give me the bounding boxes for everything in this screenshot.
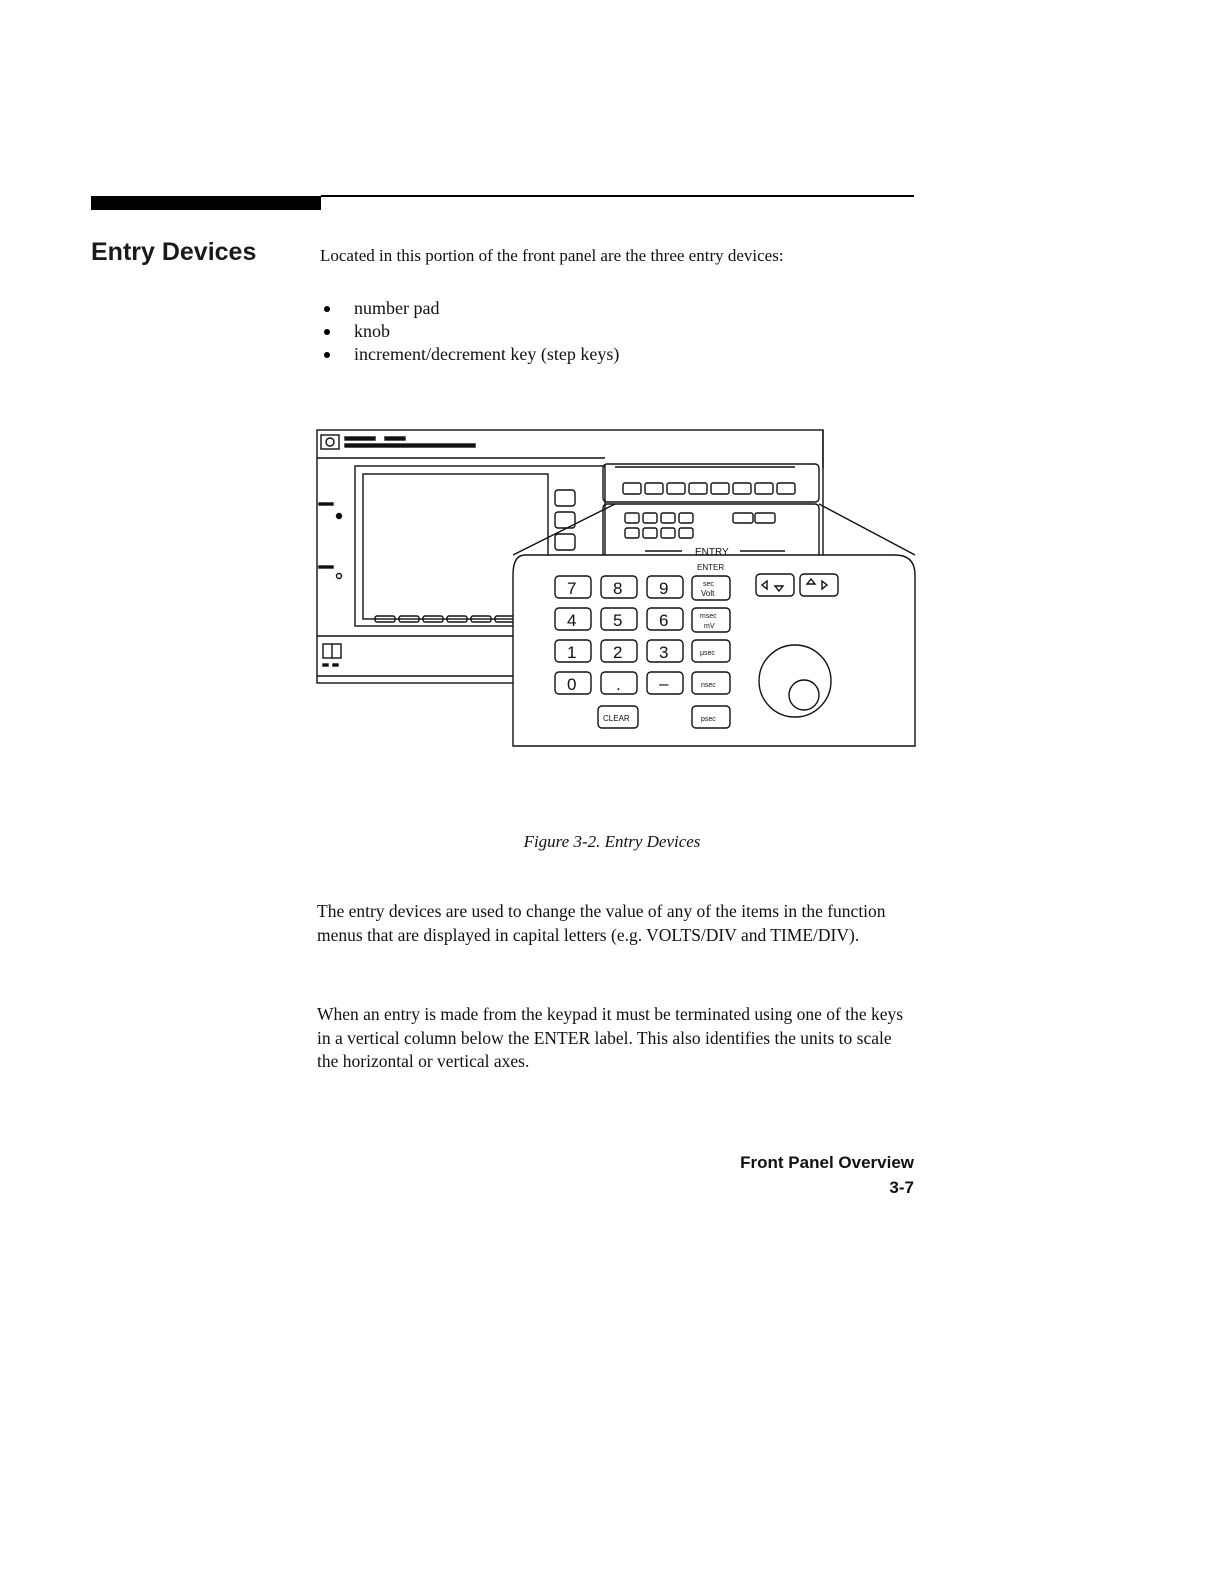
svg-text:–: – xyxy=(659,674,669,693)
bullet-icon xyxy=(324,306,330,312)
svg-text:μsec: μsec xyxy=(700,650,715,657)
header-rule-thin xyxy=(321,195,914,197)
svg-text:2: 2 xyxy=(613,643,623,662)
bullet-icon xyxy=(324,352,330,358)
footer-section-title: Front Panel Overview xyxy=(740,1153,914,1172)
list-item xyxy=(320,320,619,343)
figure-caption: Figure 3-2. Entry Devices xyxy=(523,832,701,851)
svg-text:1: 1 xyxy=(567,643,577,662)
svg-text:3: 3 xyxy=(659,643,669,662)
svg-text:9: 9 xyxy=(659,579,669,598)
svg-text:psec: psec xyxy=(701,716,716,723)
svg-text:8: 8 xyxy=(613,579,623,598)
list-item xyxy=(320,297,619,320)
page-number: 3-7 xyxy=(889,1178,914,1197)
svg-text:7: 7 xyxy=(567,579,577,598)
body-paragraph: The entry devices are used to change the value of any of the items in the function menus that are displayed in capital letters (e.g. VOLTS/DIV and TIME/DIV). xyxy=(317,901,886,945)
list-item-label: number pad xyxy=(354,298,440,318)
list-item-label: increment/decrement key (step keys) xyxy=(354,344,620,364)
bullet-icon xyxy=(324,329,330,335)
svg-text:5: 5 xyxy=(613,611,623,630)
entry-panel-label: ENTRY xyxy=(695,547,729,558)
svg-text:msec: msec xyxy=(700,613,717,620)
svg-text:6: 6 xyxy=(659,611,669,630)
entry-devices-figure xyxy=(315,428,920,753)
list-item xyxy=(320,343,619,366)
section-title: Entry Devices xyxy=(91,238,257,266)
header-rule-thick xyxy=(91,196,321,210)
enter-label: ENTER xyxy=(697,563,725,572)
svg-text:.: . xyxy=(616,675,621,694)
svg-text:0: 0 xyxy=(567,675,577,694)
svg-text:4: 4 xyxy=(567,611,577,630)
svg-text:mV: mV xyxy=(704,623,715,630)
svg-text:Volt: Volt xyxy=(701,589,715,598)
body-paragraph: When an entry is made from the keypad it must be terminated using one of the keys in a vertical column below the ENTER label. This also identifies the units to scale the horizontal or vertical axes. xyxy=(317,1004,904,1071)
svg-text:sec: sec xyxy=(703,581,714,588)
intro-text: Located in this portion of the front panel are the three entry devices: xyxy=(320,246,784,265)
svg-text:CLEAR: CLEAR xyxy=(603,714,630,723)
list-item-label: knob xyxy=(354,321,390,341)
entry-device-list xyxy=(320,297,619,366)
svg-text:nsec: nsec xyxy=(701,682,716,689)
